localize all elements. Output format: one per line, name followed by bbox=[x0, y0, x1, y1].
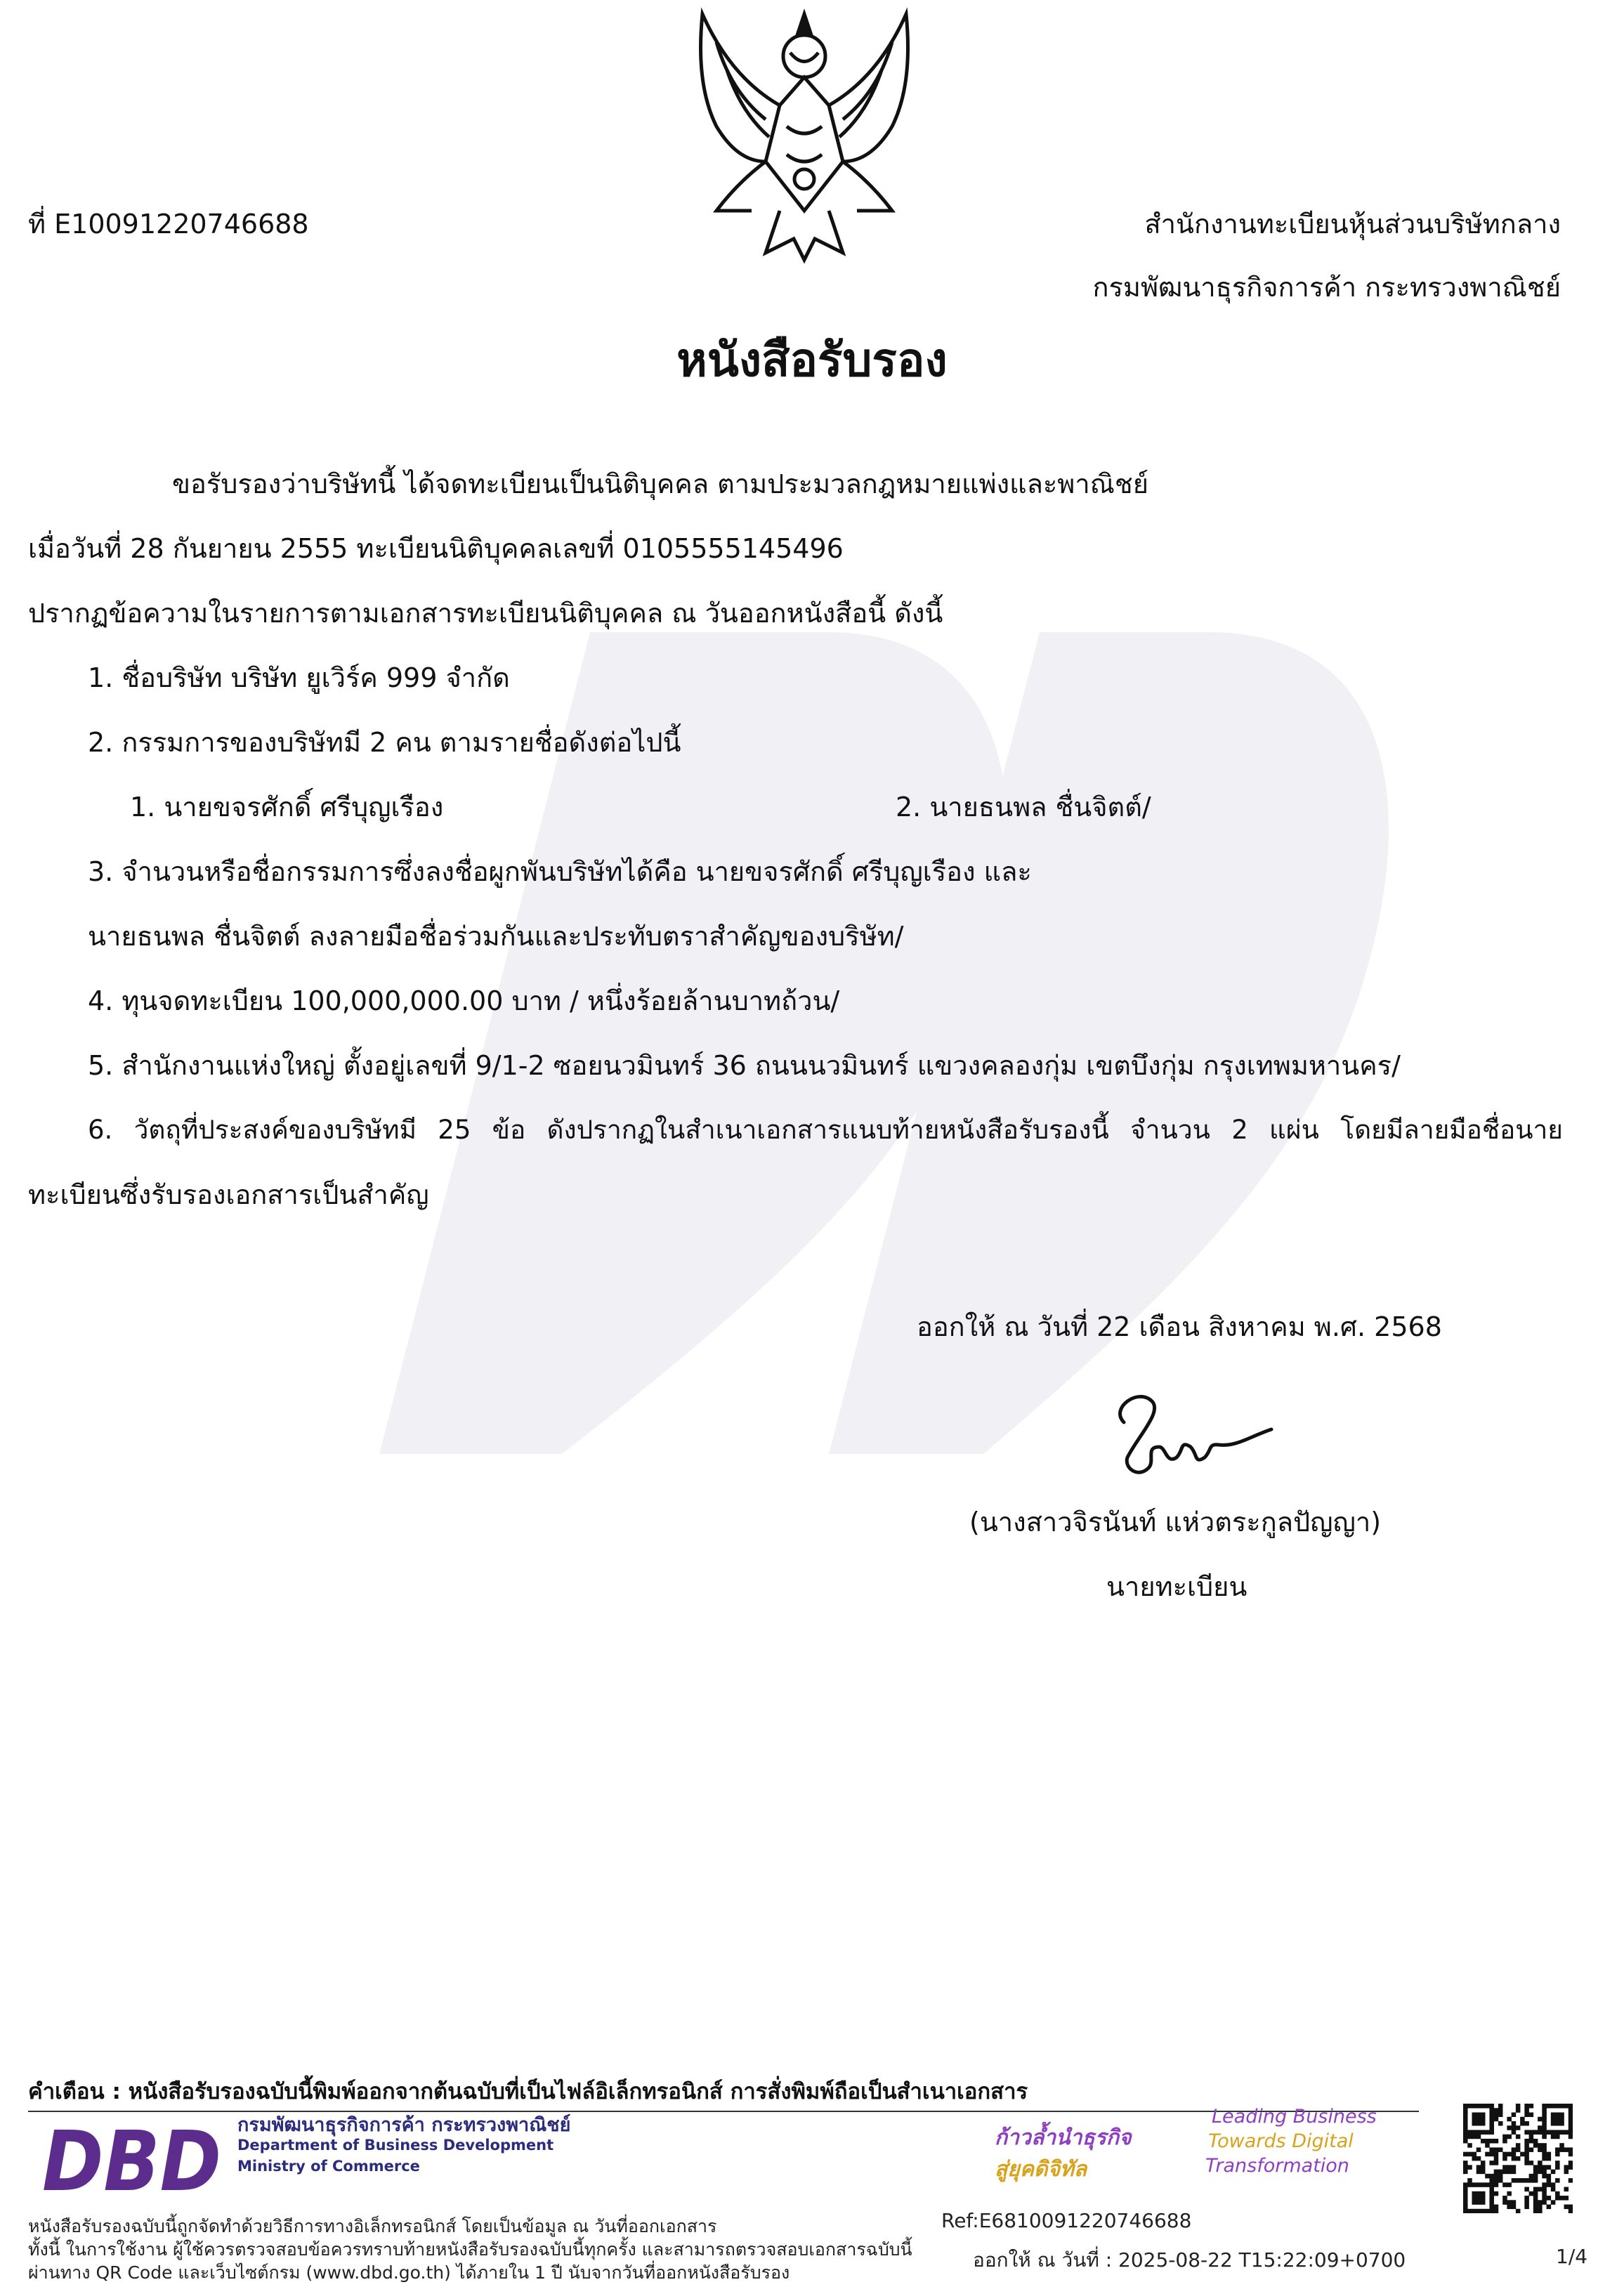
item-capital: 4. ทุนจดทะเบียน 100,000,000.00 บาท / หนึ่งร้อยล้านบาทถ้วน/ bbox=[88, 985, 840, 1016]
intro-line-2: เมื่อวันที่ 28 กันยายน 2555 ทะเบียนนิติบุคคลเลขที่ 0105555145496 bbox=[28, 533, 844, 564]
item-signatories-cont: นายธนพล ชื่นจิตต์ ลงลายมือชื่อร่วมกันและประทับตราสำคัญของบริษัท/ bbox=[88, 921, 904, 952]
verification-qr-code[interactable] bbox=[1463, 2104, 1573, 2213]
dbd-logo bbox=[42, 2121, 225, 2198]
org-name-en: Department of Business Development bbox=[237, 2137, 554, 2154]
footer-divider bbox=[28, 2111, 1419, 2112]
item-objectives-cont: ทะเบียนซึ่งรับรองเอกสารเป็นสำคัญ bbox=[28, 1179, 429, 1210]
item-signatories: 3. จำนวนหรือชื่อกรรมการซึ่งลงชื่อผูกพันบริษัทได้คือ นายขจรศักดิ์ ศรีบุญเรือง และ bbox=[88, 856, 1032, 887]
slogan-en-1: Leading Business bbox=[1212, 2106, 1377, 2128]
org-name-th: กรมพัฒนาธุรกิจการค้า กระทรวงพาณิชย์ bbox=[237, 2114, 571, 2136]
item-company-name: 1. ชื่อบริษัท บริษัท ยูเวิร์ค 999 จำกัด bbox=[88, 662, 510, 693]
page-title: หนังสือรับรอง bbox=[676, 333, 948, 387]
print-warning: คำเตือน : หนังสือรับรองฉบับนี้พิมพ์ออกจากต้นฉบับที่เป็นไฟล์อิเล็กทรอนิกส์ การสั่งพิมพ์ถือเป็นสำเนาเอกสาร bbox=[28, 2079, 1028, 2104]
slogan-en-2: Towards Digital bbox=[1208, 2130, 1354, 2152]
footer-note-1: หนังสือรับรองฉบับนี้ถูกจัดทำด้วยวิธีการทางอิเล็กทรอนิกส์ โดยเป็นข้อมูล ณ วันที่ออกเอกสาร bbox=[28, 2216, 717, 2236]
footer-note-2: ทั้งนี้ ในการใช้งาน ผู้ใช้ควรตรวจสอบข้อควรทราบท้ายหนังสือรับรองฉบับนี้ทุกครั้ง และสามารถตรวจสอบเอกสารฉบับนี้ bbox=[28, 2239, 912, 2260]
page-number: 1/4 bbox=[1556, 2245, 1588, 2268]
dbd-logo-text: DBD bbox=[42, 2121, 221, 2198]
issue-date: ออกให้ ณ วันที่ 22 เดือน สิงหาคม พ.ศ. 2568 bbox=[917, 1311, 1442, 1342]
ministry-name-en: Ministry of Commerce bbox=[237, 2158, 420, 2175]
document-ref: Ref:E6810091220746688 bbox=[941, 2209, 1192, 2232]
registrar-signature bbox=[1096, 1380, 1278, 1486]
issued-timestamp: ออกให้ ณ วันที่ : 2025-08-22 T15:22:09+0700 bbox=[973, 2248, 1406, 2272]
intro-line-1: ขอรับรองว่าบริษัทนี้ ได้จดทะเบียนเป็นนิติบุคคล ตามประมวลกฎหมายแพ่งและพาณิชย์ bbox=[172, 468, 1148, 499]
item-head-office: 5. สำนักงานแห่งใหญ่ ตั้งอยู่เลขที่ 9/1-2 ซอยนวมินทร์ 36 ถนนนวมินทร์ แขวงคลองกุ่ม เขตบึงกุ่ม กรุงเทพมหานคร/ bbox=[88, 1050, 1401, 1081]
reference-number: ที่ E10091220746688 bbox=[28, 209, 309, 240]
registrar-title: นายทะเบียน bbox=[1106, 1571, 1248, 1602]
slogan-th-2: สู่ยุคดิจิทัล bbox=[995, 2157, 1087, 2182]
footer-note-3: ผ่านทาง QR Code และเว็บไซต์กรม (www.dbd.go.th) ได้ภายใน 1 ปี นับจากวันที่ออกหนังสือรับรอง bbox=[28, 2262, 790, 2283]
office-name: สำนักงานทะเบียนหุ้นส่วนบริษัทกลาง bbox=[1144, 209, 1561, 240]
item-directors: 2. กรรมการของบริษัทมี 2 คน ตามรายชื่อดังต่อไปนี้ bbox=[88, 727, 681, 758]
slogan-th-1: ก้าวล้ำนำธุรกิจ bbox=[995, 2125, 1132, 2150]
department-name: กรมพัฒนาธุรกิจการค้า กระทรวงพาณิชย์ bbox=[1092, 272, 1561, 303]
director-2: 2. นายธนพล ชื่นจิตต์/ bbox=[896, 792, 1151, 822]
garuda-emblem bbox=[674, 0, 934, 267]
intro-line-3: ปรากฏข้อความในรายการตามเอกสารทะเบียนนิติบุคคล ณ วันออกหนังสือนี้ ดังนี้ bbox=[28, 598, 943, 629]
dbd-watermark bbox=[295, 576, 1419, 1489]
director-1: 1. นายขจรศักดิ์ ศรีบุญเรือง bbox=[130, 792, 444, 822]
registrar-name: (นางสาวจิรนันท์ แห่วตระกูลปัญญา) bbox=[969, 1507, 1382, 1538]
item-objectives: 6. วัตถุที่ประสงค์ของบริษัทมี 25 ข้อ ดังปรากฏในสำเนาเอกสารแนบท้ายหนังสือรับรองนี้ จำนวน 2 แผ่น โดยมีลายมือชื่อนาย bbox=[88, 1115, 1563, 1145]
slogan-en-3: Transformation bbox=[1205, 2155, 1349, 2177]
